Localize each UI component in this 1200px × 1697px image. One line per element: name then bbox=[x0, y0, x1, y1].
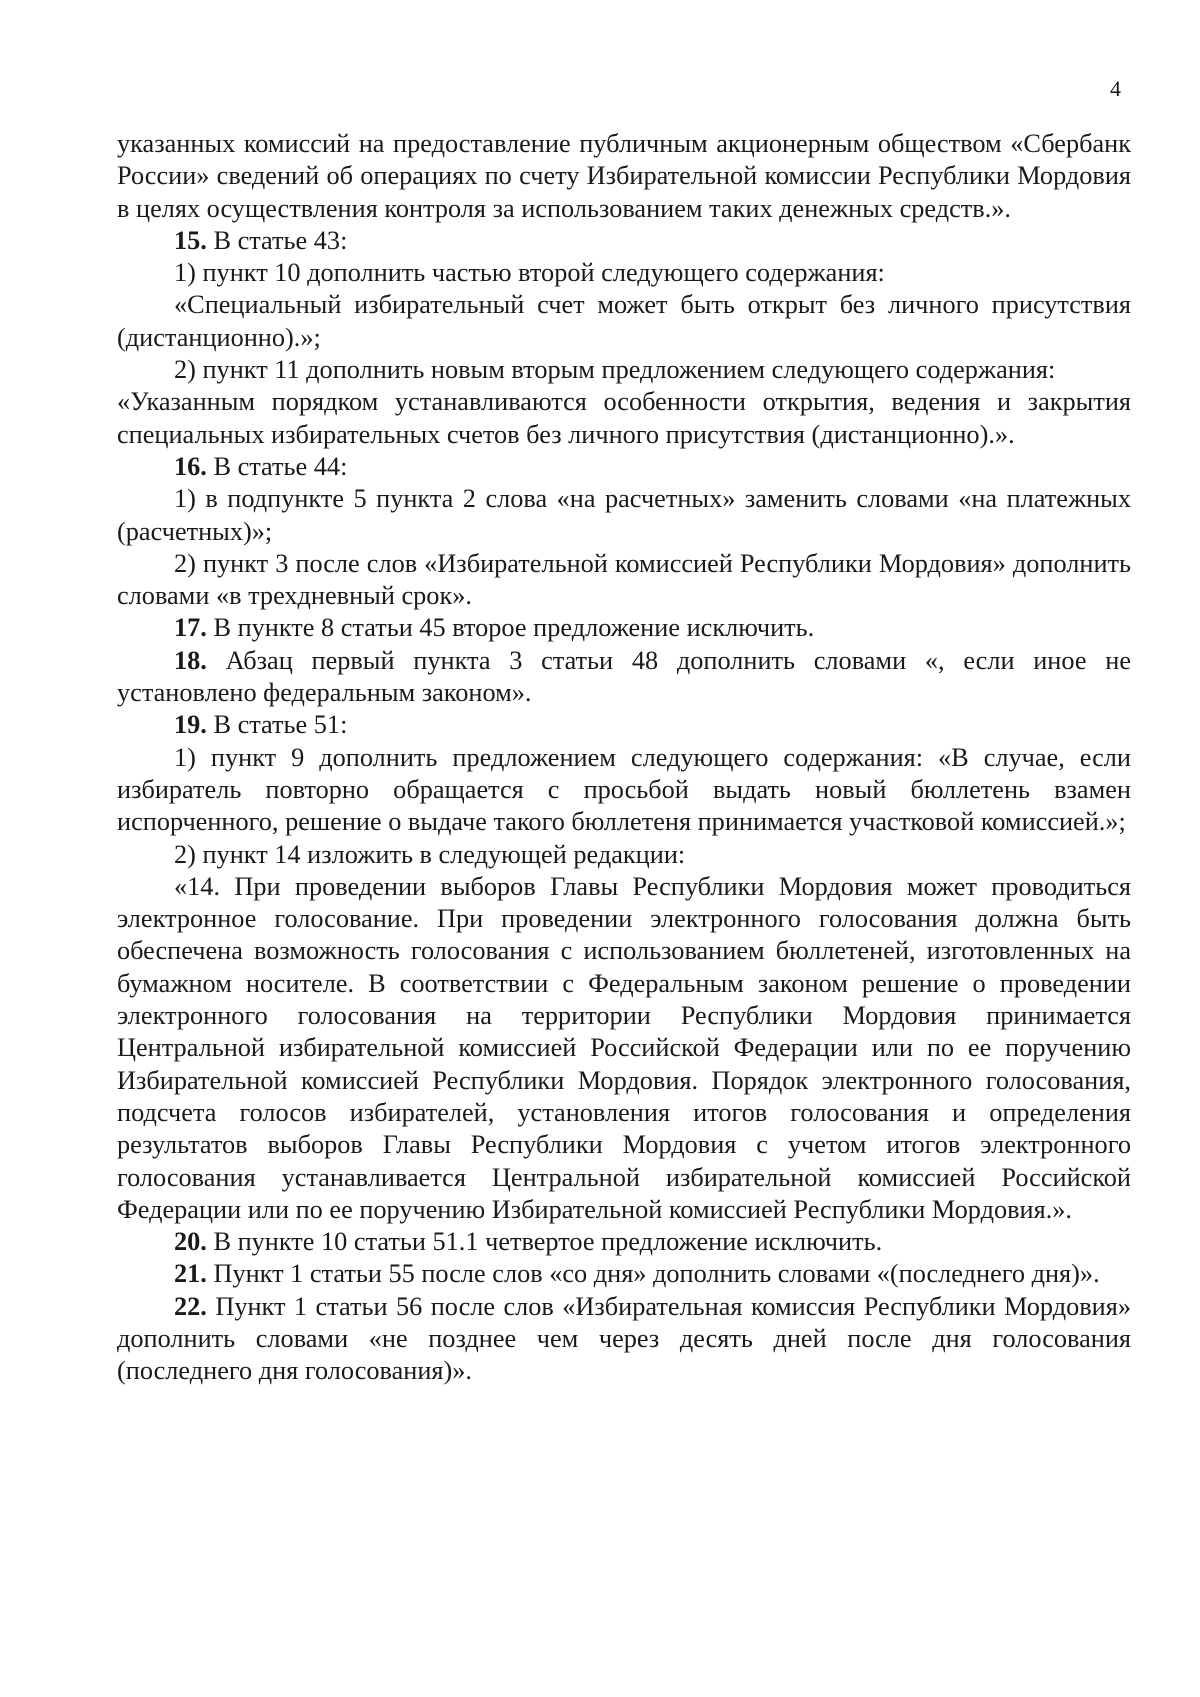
item-number: 19. bbox=[174, 710, 207, 740]
paragraph: 22. Пункт 1 статьи 56 после слов «Избирательная комиссия Республики Мордовия» дополнить словами «не позднее чем через десять дней после дня голосования (последнего дня голосования)». bbox=[117, 1291, 1132, 1386]
paragraph: 1) пункт 10 дополнить частью второй следующего содержания: bbox=[174, 258, 885, 288]
paragraph: 2) пункт 14 изложить в следующей редакции: bbox=[174, 839, 686, 869]
paragraph: указанных комиссий на предоставление публичным акционерным обществом «Сбербанк России» сведений об операциях по счету Избирательной комиссии Республики Мордовия в целях осуществления контроля за использованием таких денежных средств.». bbox=[117, 129, 1131, 223]
item-number: 20. bbox=[174, 1227, 207, 1257]
document-body bbox=[117, 128, 1131, 1388]
paragraph: «14. При проведении выборов Главы Республики Мордовия может проводиться электронное голосование. При проведении электронного голосования должна быть обеспечена возможность голосования с использованием бюллетеней, изготовленных на бумажном носителе. В соответствии с Федеральным законом решение о проведении электронного голосования на территории Республики Мордовия принимается Центральной избирательной комиссией Российской Федерации или по ее поручению Избирательной комиссией Республики Мордовия. Порядок электронного голосования, подсчета голосов избирателей, установления итогов голосования и определения результатов выборов Главы Республики Мордовия с учетом итогов электронного голосования устанавливается Центральной избирательной комиссией Российской Федерации или по ее поручению Избирательной комиссией Республики Мордовия.». bbox=[117, 871, 1131, 1224]
paragraph: 17. В пункте 8 статьи 45 второе предложение исключить. bbox=[174, 613, 815, 643]
paragraph: 2) пункт 11 дополнить новым вторым предложением следующего содержания: bbox=[174, 355, 1056, 385]
item-number: 15. bbox=[174, 225, 207, 255]
paragraph: «Указанным порядком устанавливаются особенности открытия, ведения и закрытия специальных избирательных счетов без личного присутствия (дистанционно).». bbox=[117, 387, 1131, 449]
item-number: 17. bbox=[174, 613, 207, 643]
paragraph: 16. В статье 44: bbox=[174, 451, 348, 481]
paragraph: 2) пункт 3 после слов «Избирательной комиссией Республики Мордовия» дополнить словами «в трехдневный срок». bbox=[117, 548, 1131, 611]
paragraph: 21. Пункт 1 статьи 55 после слов «со дня» дополнить словами «(последнего дня)». bbox=[174, 1259, 1100, 1289]
paragraph: 1) пункт 9 дополнить предложением следующего содержания: «В случае, если избиратель повторно обращается с просьбой выдать новый бюллетень взамен испорченного, решение о выдаче такого бюллетеня принимается участковой комиссией.»; bbox=[117, 742, 1131, 837]
paragraph: 19. В статье 51: bbox=[174, 710, 348, 740]
paragraph: 15. В статье 43: bbox=[174, 225, 348, 255]
paragraph: 18. Абзац первый пункта 3 статьи 48 дополнить словами «, если иное не установлено федеральным законом». bbox=[117, 645, 1131, 708]
item-number: 18. bbox=[174, 645, 207, 675]
paragraph: «Специальный избирательный счет может быть открыт без личного присутствия (дистанционно).»; bbox=[117, 290, 1131, 352]
paragraph: 1) в подпункте 5 пункта 2 слова «на расчетных» заменить словами «на платежных (расчетных)»; bbox=[117, 484, 1131, 546]
page-number: 4 bbox=[1110, 76, 1121, 101]
item-number: 21. bbox=[174, 1259, 207, 1289]
paragraph: 20. В пункте 10 статьи 51.1 четвертое предложение исключить. bbox=[174, 1227, 883, 1257]
item-number: 22. bbox=[174, 1291, 207, 1321]
item-number: 16. bbox=[174, 451, 207, 481]
